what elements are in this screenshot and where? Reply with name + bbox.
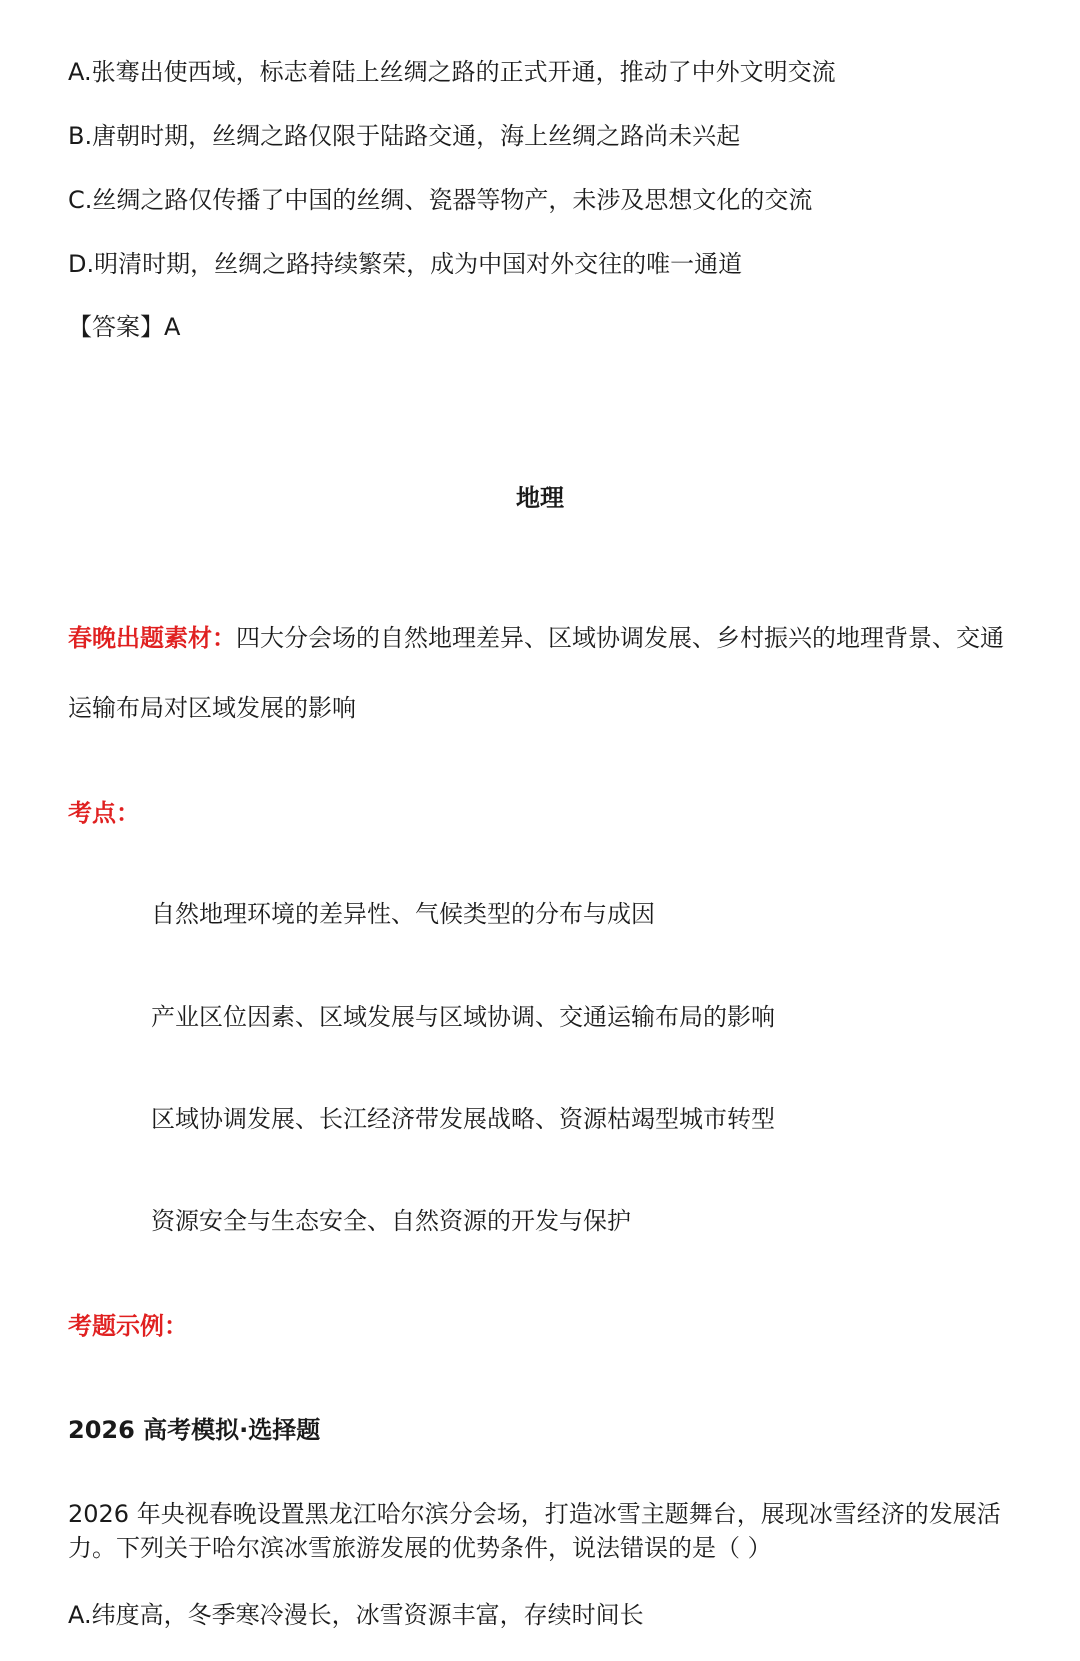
kaodian-item-4: 资源安全与生态安全、自然资源的开发与保护 [151, 1207, 631, 1235]
kaodian-label: 考点： [68, 799, 140, 827]
history-option-b: B.唐朝时期，丝绸之路仅限于陆路交通，海上丝绸之路尚未兴起 [68, 122, 741, 150]
question-text: 2026 年央视春晚设置黑龙江哈尔滨分会场，打造冰雪主题舞台，展现冰雪经济的发展活力。下列关于哈尔滨冰雪旅游发展的优势条件，说法错误的是（ ） [68, 1500, 1001, 1562]
example-label: 考题示例： [68, 1312, 188, 1340]
kaodian-item-3: 区域协调发展、长江经济带发展战略、资源枯竭型城市转型 [151, 1105, 775, 1133]
history-option-a: A.张骞出使西域，标志着陆上丝绸之路的正式开通，推动了中外文明交流 [68, 58, 836, 86]
material-text: 四大分会场的自然地理差异、区域协调发展、乡村振兴的地理背景、交通运输布局对区域发展的影响 [68, 624, 1004, 722]
kaodian-item-1: 自然地理环境的差异性、气候类型的分布与成因 [151, 900, 655, 928]
question-heading: 2026 高考模拟·选择题 [68, 1416, 321, 1444]
history-answer: 【答案】A [68, 313, 181, 341]
question-option-a: A.纬度高，冬季寒冷漫长，冰雪资源丰富，存续时间长 [68, 1601, 644, 1629]
section-title-geography: 地理 [516, 484, 564, 512]
material-label: 春晚出题素材： [68, 624, 236, 652]
kaodian-item-2: 产业区位因素、区域发展与区域协调、交通运输布局的影响 [151, 1003, 775, 1031]
history-option-d: D.明清时期，丝绸之路持续繁荣，成为中国对外交往的唯一通道 [68, 250, 743, 278]
material-paragraph [68, 603, 1018, 743]
history-option-c: C.丝绸之路仅传播了中国的丝绸、瓷器等物产，未涉及思想文化的交流 [68, 186, 813, 214]
